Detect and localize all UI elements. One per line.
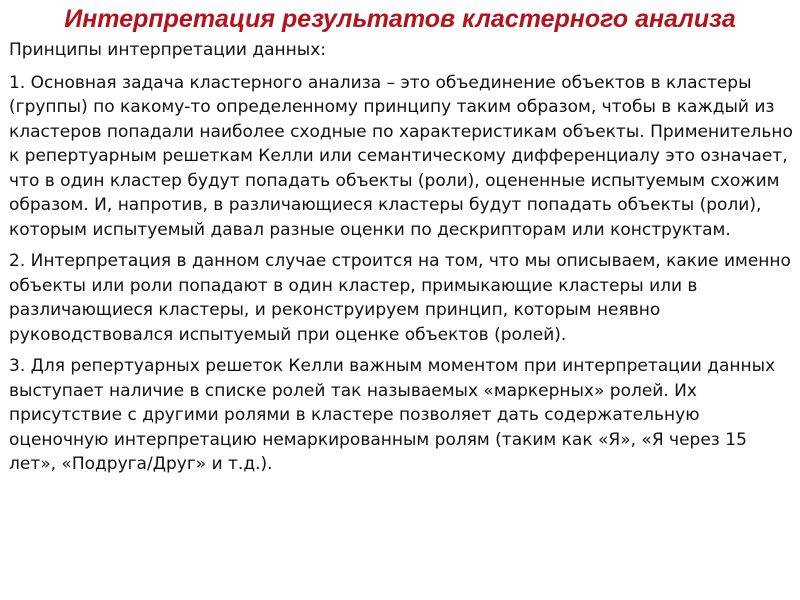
slide-body	[9, 38, 793, 484]
point-1: 1. Основная задача кластерного анализа – это объединение объектов в кластеры (группы) по какому-то определенному принципу таким образом, чтобы в каждый из кластеров попадали наиболее сходные по характеристикам объекты. Применительно к репертуарным решеткам Келли или семантическому дифференциалу это означает, что в один кластер будут попадать объекты (роли), оцененные испытуемым схожим образом. И, напротив, в различающиеся кластеры будут попадать объекты (роли), которым испытуемый давал разные оценки по дескрипторам или конструктам.	[9, 72, 793, 240]
intro-text: Принципы интерпретации данных:	[9, 40, 326, 60]
point-3: 3. Для репертуарных решеток Келли важным моментом при интерпретации данных выступает наличие в списке ролей так называемых «маркерных» ролей. Их присутствие с другими ролями в кластере позволяет дать содержательную оценочную интерпретацию немаркированным ролям (таким как «Я», «Я через 15 лет», «Подруга/Друг» и т.д.).	[9, 356, 776, 474]
slide-title: Интерпретация результатов кластерного анализа	[64, 5, 736, 33]
point-2: 2. Интерпретация в данном случае строится на том, что мы описываем, какие именно объекты или роли попадают в один кластер, примыкающие кластеры или в различающиеся кластеры, и реконструируем принцип, которым неявно руководствовался испытуемый при оценке объектов (ролей).	[9, 251, 791, 345]
